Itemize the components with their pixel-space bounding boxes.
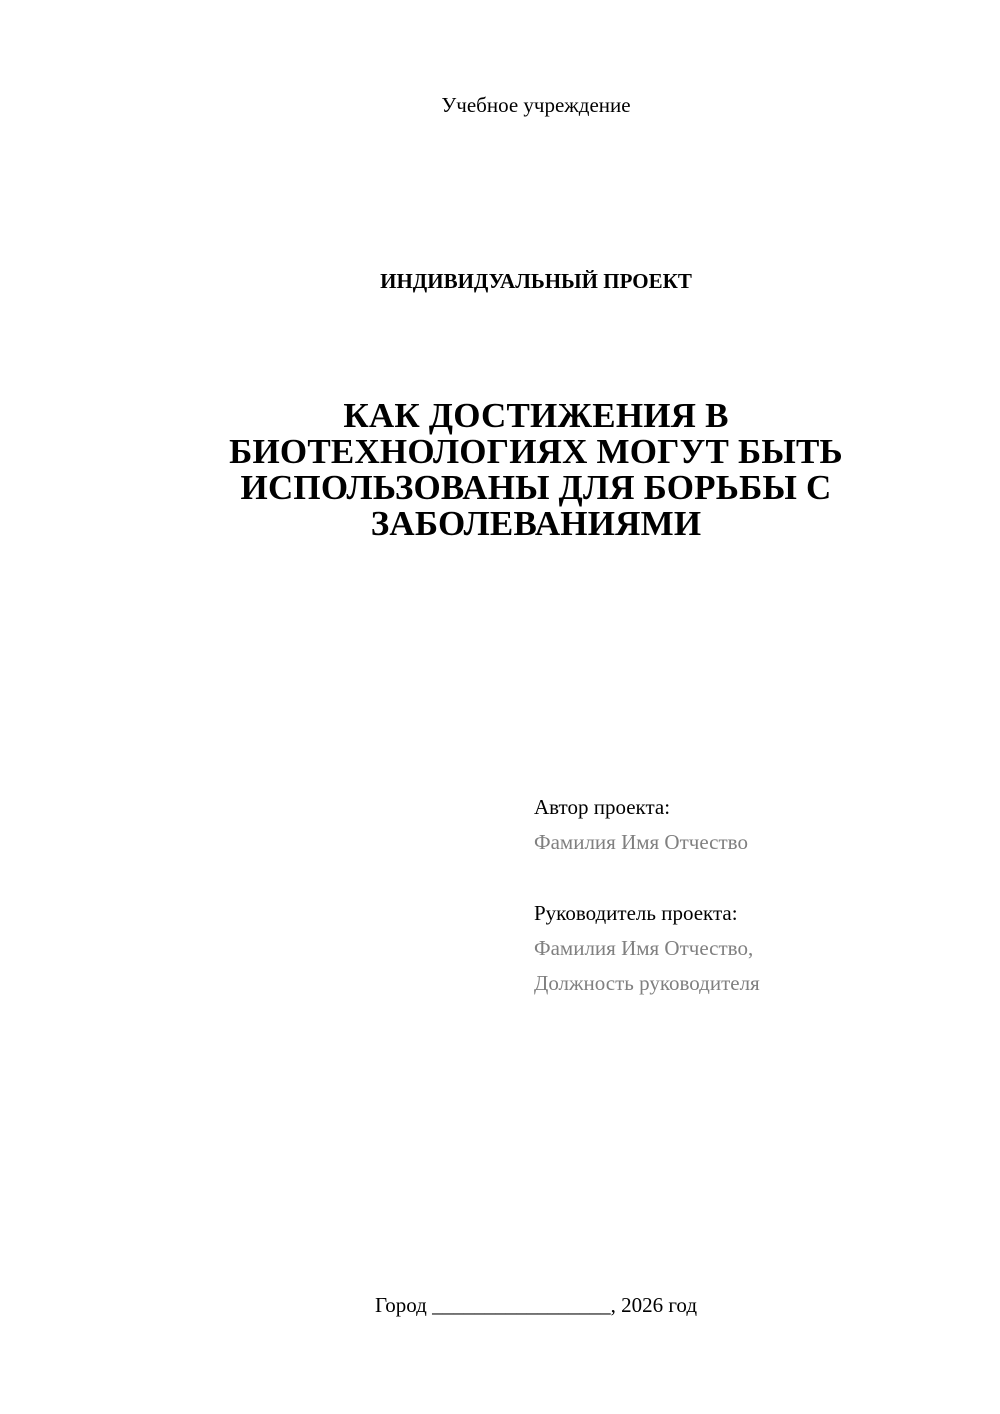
document-type: ИНДИВИДУАЛЬНЫЙ ПРОЕКТ xyxy=(380,269,692,293)
supervisor-position: Должность руководителя xyxy=(534,971,760,995)
city-year-line: Город _________________, 2026 год xyxy=(374,1293,698,1317)
project-title-line: БИОТЕХНОЛОГИЯХ МОГУТ БЫТЬ xyxy=(229,432,843,471)
project-title-line: КАК ДОСТИЖЕНИЯ В xyxy=(343,396,729,435)
supervisor-name: Фамилия Имя Отчество, xyxy=(534,936,754,960)
project-title-line: ИСПОЛЬЗОВАНЫ ДЛЯ БОРЬБЫ С xyxy=(240,468,832,507)
author-label: Автор проекта: xyxy=(534,795,671,819)
spacer xyxy=(534,860,974,896)
project-title xyxy=(186,398,886,542)
institution-name: Учебное учреждение xyxy=(441,93,631,117)
author-name: Фамилия Имя Отчество xyxy=(534,830,748,854)
supervisor-label: Руководитель проекта: xyxy=(534,901,738,925)
project-title-line: ЗАБОЛЕВАНИЯМИ xyxy=(370,504,702,543)
project-people-block xyxy=(534,790,974,1001)
